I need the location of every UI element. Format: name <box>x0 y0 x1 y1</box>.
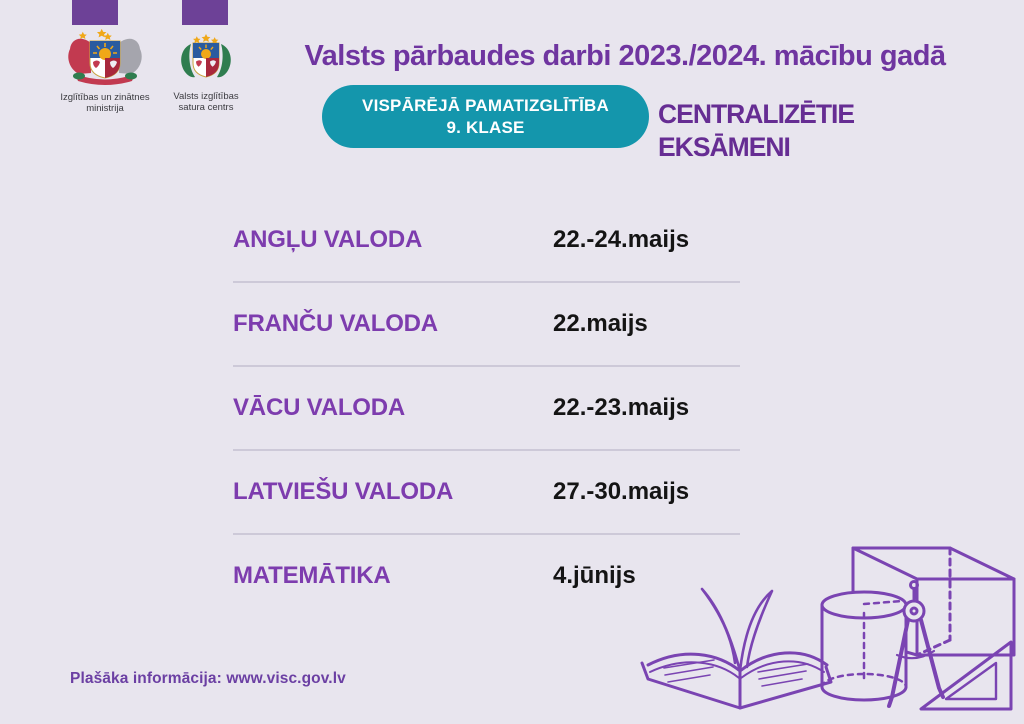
badge-line-1: VISPĀRĒJĀ PAMATIZGLĪTĪBA <box>362 96 609 115</box>
star-icon <box>193 36 200 43</box>
exam-date: 4.jūnijs <box>553 562 636 589</box>
footer-info-text: Plašāka informācija: www.visc.gov.lv <box>70 670 346 687</box>
star-icon <box>104 33 112 40</box>
visc-logo-caption: Valsts izglītības satura centrs <box>173 91 239 113</box>
exam-row <box>233 283 740 367</box>
accent-bar <box>182 0 228 25</box>
exam-subject-label: MATEMĀTIKA <box>233 562 391 589</box>
exam-subject-label: FRANČU VALODA <box>233 310 438 337</box>
section-label: CENTRALIZĒTIE EKSĀMENI <box>658 99 855 162</box>
exam-date: 22.-23.maijs <box>553 394 690 421</box>
education-level-badge <box>322 85 649 148</box>
accent-bar <box>72 0 118 25</box>
open-book-icon <box>642 589 831 708</box>
page-title: Valsts pārbaudes darbi 2023./2024. mācību gadā <box>304 40 946 72</box>
ministry-logo-caption: Izglītības un zinātnes ministrija <box>60 92 150 114</box>
star-icon <box>79 32 87 39</box>
exam-subject-label: ANGĻU VALODA <box>233 226 423 253</box>
sun-icon <box>201 49 211 59</box>
exam-row <box>233 367 740 451</box>
stationery-illustration <box>618 515 1024 724</box>
exam-date: 27.-30.maijs <box>553 478 690 505</box>
visc-coat-of-arms-icon <box>173 32 239 84</box>
exam-subject-label: VĀCU VALODA <box>233 394 406 421</box>
lion-supporter-shape <box>68 39 91 74</box>
exam-date: 22.maijs <box>553 310 648 337</box>
badge-line-2: 9. KLASE <box>446 117 525 137</box>
exam-subject-label: LATVIEŠU VALODA <box>233 478 454 505</box>
griffin-supporter-shape <box>119 39 142 74</box>
ministry-coat-of-arms-icon <box>59 29 151 85</box>
exam-row <box>233 199 740 283</box>
ministry-logo <box>54 29 156 114</box>
visc-logo <box>163 32 249 113</box>
star-icon <box>202 34 211 42</box>
exam-date: 22.-24.maijs <box>553 226 690 253</box>
